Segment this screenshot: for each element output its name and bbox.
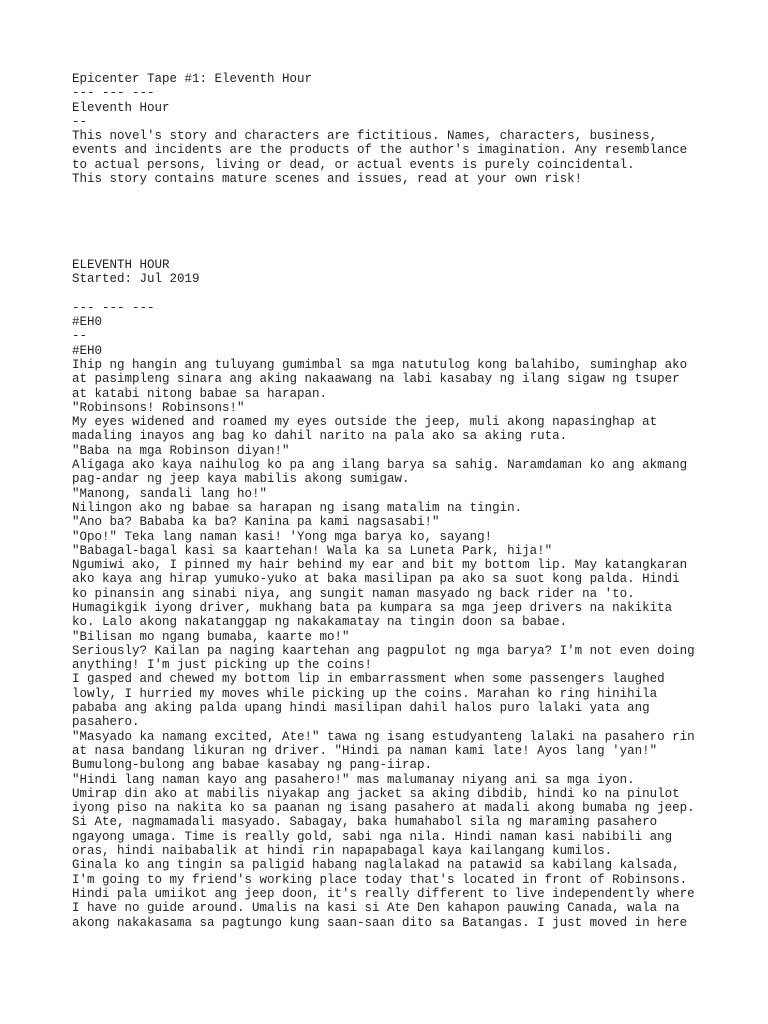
text-line: This story contains mature scenes and issues, read at your own risk! bbox=[72, 172, 583, 187]
text-line: anything! I'm just picking up the coins! bbox=[72, 658, 373, 673]
text-line: I gasped and chewed my bottom lip in embarrassment when some passengers laughed bbox=[72, 672, 665, 687]
text-line: ko pinansin ang sinabi niya, ang sungit naman masyado ng back rider na 'to. bbox=[72, 586, 635, 601]
text-line: --- --- --- bbox=[72, 86, 155, 101]
text-line: Seriously? Kailan pa naging kaartehan ang pagpulot ng mga barya? I'm not even doing bbox=[72, 643, 695, 658]
text-line: Nilingon ako ng babae sa harapan ng isang matalim na tingin. bbox=[72, 500, 523, 515]
text-line: -- bbox=[72, 329, 88, 344]
text-line: Epicenter Tape #1: Eleventh Hour bbox=[72, 72, 313, 86]
text-line: "Manong, sandali lang ho!" bbox=[72, 486, 268, 501]
text-line: #EH0 bbox=[72, 315, 103, 330]
text-line: ngayong umaga. Time is really gold, sabi nga nila. Hindi naman kasi nabibili ang bbox=[72, 829, 673, 844]
blank-line bbox=[72, 229, 712, 243]
text-line: pababa ang aking palda upang hindi masilipan dahil halos puro lalaki yata ang bbox=[72, 701, 650, 716]
text-line: pasahero. bbox=[72, 715, 140, 730]
blank-line bbox=[72, 286, 712, 300]
text-line: Ginala ko ang tingin sa paligid habang naglalakad na patawid sa kabilang kalsada, bbox=[72, 858, 680, 873]
text-line: Aligaga ako kaya naihulog ko pa ang ilang barya sa sahig. Naramdaman ko ang akmang bbox=[72, 458, 688, 473]
text-line: Ihip ng hangin ang tuluyang gumimbal sa mga natutulog kong balahibo, suminghap ako bbox=[72, 357, 688, 372]
text-line: I'm going to my friend's working place today that's located in front of Robinsons. bbox=[72, 872, 688, 887]
text-line: ELEVENTH HOUR bbox=[72, 257, 170, 272]
blank-line bbox=[72, 186, 712, 200]
text-line: at pasimpleng sinara ang aking nakaawang na labi kasabay ng ilang sigaw ng tsuper bbox=[72, 372, 680, 387]
text-line: Bumulong-bulong ang babae kasabay ng pang-iirap. bbox=[72, 758, 433, 773]
text-line: events and incidents are the products of the author's imagination. Any resemblance bbox=[72, 143, 688, 158]
blank-line bbox=[72, 244, 712, 258]
text-line: akong nakakasama sa pagtungo kung saan-saan dito sa Batangas. I just moved in here bbox=[72, 915, 688, 930]
text-line: "Babagal-bagal kasi sa kaartehan! Wala ka sa Luneta Park, hija!" bbox=[72, 543, 553, 558]
text-line: Ngumiwi ako, I pinned my hair behind my ear and bit my bottom lip. May katangkaran bbox=[72, 558, 688, 573]
text-line: lowly, I hurried my moves while picking up the coins. Marahan ko ring hinihila bbox=[72, 686, 658, 701]
text-line: #EH0 bbox=[72, 343, 103, 358]
document-body-text bbox=[72, 72, 712, 930]
text-line: "Bilisan mo ngang bumaba, kaarte mo!" bbox=[72, 629, 350, 644]
text-line: at nasa bandang likuran ng driver. "Hindi pa naman kami late! Ayos lang 'yan!" bbox=[72, 743, 658, 758]
text-line: "Robinsons! Robinsons!" bbox=[72, 400, 245, 415]
text-line: This novel's story and characters are fictitious. Names, characters, business, bbox=[72, 129, 658, 144]
blank-line bbox=[72, 215, 712, 229]
text-line: Si Ate, nagmamadali masyado. Sabagay, baka humahabol sila ng maraming pasahero bbox=[72, 815, 658, 830]
text-line: iyong piso na nakita ko sa paanan ng isang pasahero at madali akong bumaba ng jeep. bbox=[72, 801, 695, 816]
text-line: -- bbox=[72, 114, 88, 129]
text-line: "Masyado ka namang excited, Ate!" tawa ng isang estudyanteng lalaki na pasahero rin bbox=[72, 729, 695, 744]
text-line: My eyes widened and roamed my eyes outside the jeep, muli akong napasinghap at bbox=[72, 415, 658, 430]
text-line: --- --- --- bbox=[72, 300, 155, 315]
text-line: Umirap din ako at mabilis niyakap ang jacket sa aking dibdib, hindi ko na pinulot bbox=[72, 786, 680, 801]
text-line: Hindi pala umiikot ang jeep doon, it's really different to live independently where bbox=[72, 886, 695, 901]
text-line: Started: Jul 2019 bbox=[72, 272, 200, 287]
text-line: "Opo!" Teka lang naman kasi! 'Yong mga barya ko, sayang! bbox=[72, 529, 493, 544]
text-line: oras, hindi naibabalik at hindi rin napapabagal kaya kailangang kumilos. bbox=[72, 844, 613, 859]
text-line: "Ano ba? Bababa ka ba? Kanina pa kami nagsasabi!" bbox=[72, 515, 440, 530]
blank-line bbox=[72, 201, 712, 215]
text-line: Eleventh Hour bbox=[72, 100, 170, 115]
text-line: "Baba na mga Robinson diyan!" bbox=[72, 443, 290, 458]
text-line: I have no guide around. Umalis na kasi si Ate Den kahapon pauwing Canada, wala na bbox=[72, 901, 680, 916]
text-line: madaling inayos ang bag ko dahil narito na pala ako sa aking ruta. bbox=[72, 429, 568, 444]
text-line: ko. Lalo akong nakatanggap ng nakakamatay na tingin doon sa babae. bbox=[72, 615, 568, 630]
text-line: at katabi nitong babae sa harapan. bbox=[72, 386, 328, 401]
text-line: ako kaya ang hirap yumuko-yuko at baka masilipan pa ako sa suot kong palda. Hindi bbox=[72, 572, 680, 587]
text-line: to actual persons, living or dead, or actual events is purely coincidental. bbox=[72, 157, 635, 172]
text-line: pag-andar ng jeep kaya mabilis akong sumigaw. bbox=[72, 472, 410, 487]
text-line: "Hindi lang naman kayo ang pasahero!" mas malumanay niyang ani sa mga iyon. bbox=[72, 772, 635, 787]
text-line: Humagikgik iyong driver, mukhang bata pa kumpara sa mga jeep drivers na nakikita bbox=[72, 600, 673, 615]
